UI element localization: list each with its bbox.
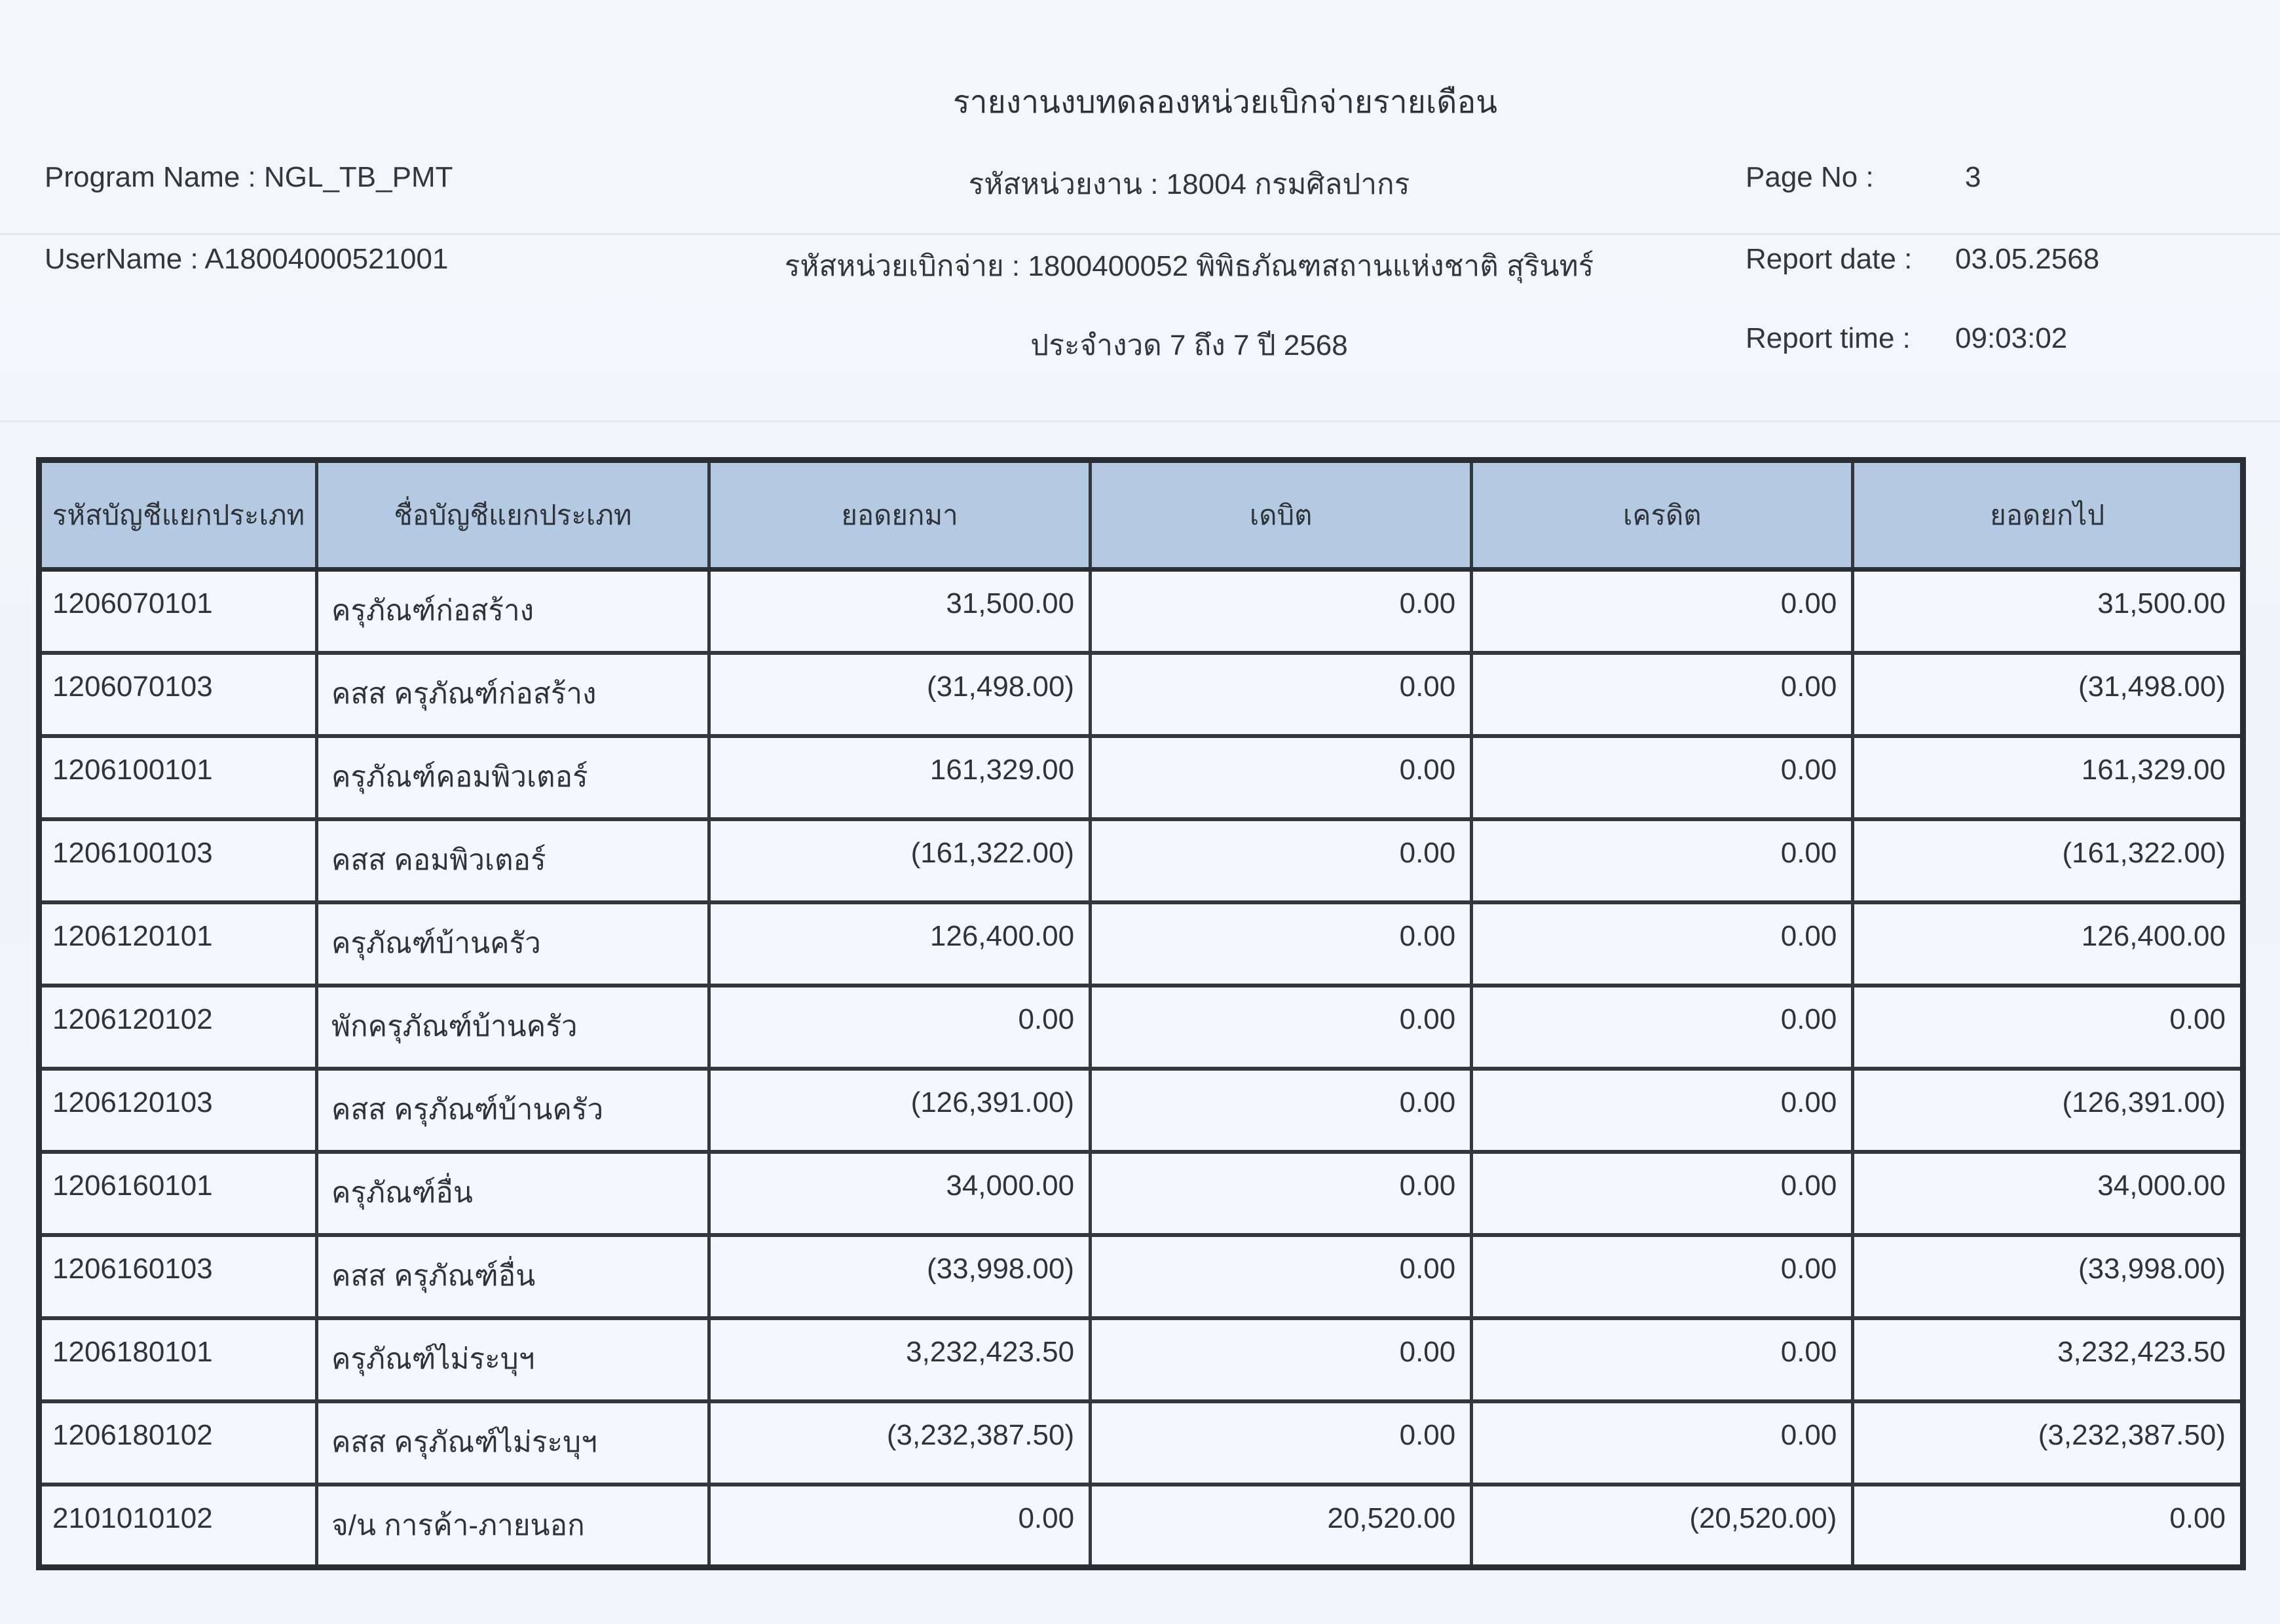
table-row xyxy=(39,902,2243,986)
table-row xyxy=(39,1152,2243,1235)
cell-carry-forward: 161,329.00 xyxy=(1853,736,2243,819)
cell-account-name: จ/น การค้า-ภายนอก xyxy=(316,1485,709,1568)
cell-carry-forward: (3,232,387.50) xyxy=(1853,1401,2243,1485)
cell-account-name: คสส ครุภัณฑ์อื่น xyxy=(316,1235,709,1318)
cell-credit: 0.00 xyxy=(1472,1401,1853,1485)
cell-carry-forward: 31,500.00 xyxy=(1853,570,2243,653)
cell-brought-forward: (33,998.00) xyxy=(709,1235,1090,1318)
cell-brought-forward: (3,232,387.50) xyxy=(709,1401,1090,1485)
cell-carry-forward: 0.00 xyxy=(1853,1485,2243,1568)
cell-debit: 0.00 xyxy=(1091,1318,1472,1401)
cell-credit: 0.00 xyxy=(1472,1069,1853,1152)
page-no-value: 3 xyxy=(1965,161,1981,193)
cell-brought-forward: (161,322.00) xyxy=(709,819,1090,902)
cell-debit: 0.00 xyxy=(1091,1401,1472,1485)
col-header-carry-forward: ยอดยกไป xyxy=(1853,460,2243,570)
cell-credit: 0.00 xyxy=(1472,736,1853,819)
cell-debit: 0.00 xyxy=(1091,1069,1472,1152)
cell-brought-forward: (126,391.00) xyxy=(709,1069,1090,1152)
cell-debit: 0.00 xyxy=(1091,819,1472,902)
cell-account-name: ครุภัณฑ์อื่น xyxy=(316,1152,709,1235)
cell-carry-forward: 0.00 xyxy=(1853,986,2243,1069)
scan-artifact-line xyxy=(0,233,2280,235)
cell-account-code: 1206100101 xyxy=(39,736,317,819)
report-time-value: 09:03:02 xyxy=(1955,322,2068,354)
table-row xyxy=(39,986,2243,1069)
cell-credit: 0.00 xyxy=(1472,986,1853,1069)
cell-credit: 0.00 xyxy=(1472,1318,1853,1401)
table-header-row xyxy=(39,460,2243,570)
cell-brought-forward: 0.00 xyxy=(709,986,1090,1069)
cell-account-name: คสส ครุภัณฑ์บ้านครัว xyxy=(316,1069,709,1152)
report-date-label: Report date : xyxy=(1746,243,1913,275)
cell-account-name: คสส ครุภัณฑ์ไม่ระบุฯ xyxy=(316,1401,709,1485)
cell-credit: 0.00 xyxy=(1472,1235,1853,1318)
username-text: UserName : A18004000521001 xyxy=(45,243,449,275)
cell-carry-forward: (161,322.00) xyxy=(1853,819,2243,902)
cell-account-code: 1206120102 xyxy=(39,986,317,1069)
cell-brought-forward: 0.00 xyxy=(709,1485,1090,1568)
col-header-brought-forward: ยอดยกมา xyxy=(709,460,1090,570)
cell-brought-forward: 126,400.00 xyxy=(709,902,1090,986)
cell-debit: 0.00 xyxy=(1091,986,1472,1069)
report-title: รายงานงบทดลองหน่วยเบิกจ่ายรายเดือน xyxy=(952,85,1498,120)
page-no-label: Page No : xyxy=(1746,161,1874,193)
table-row xyxy=(39,1318,2243,1401)
trial-balance-table xyxy=(36,457,2246,1570)
cell-brought-forward: 31,500.00 xyxy=(709,570,1090,653)
table-row xyxy=(39,736,2243,819)
table-row xyxy=(39,1069,2243,1152)
cell-account-code: 2101010102 xyxy=(39,1485,317,1568)
cell-carry-forward: 126,400.00 xyxy=(1853,902,2243,986)
col-header-account-name: ชื่อบัญชีแยกประเภท xyxy=(316,460,709,570)
cell-account-name: ครุภัณฑ์ก่อสร้าง xyxy=(316,570,709,653)
cell-debit: 0.00 xyxy=(1091,653,1472,736)
cell-account-name: พักครุภัณฑ์บ้านครัว xyxy=(316,986,709,1069)
cell-credit: 0.00 xyxy=(1472,819,1853,902)
cell-account-name: ครุภัณฑ์คอมพิวเตอร์ xyxy=(316,736,709,819)
cell-credit: 0.00 xyxy=(1472,653,1853,736)
cell-account-code: 1206160101 xyxy=(39,1152,317,1235)
cell-account-code: 1206070103 xyxy=(39,653,317,736)
report-date-value: 03.05.2568 xyxy=(1955,243,2100,275)
scan-artifact-line xyxy=(0,420,2280,422)
cell-account-name: คสส ครุภัณฑ์ก่อสร้าง xyxy=(316,653,709,736)
table-row xyxy=(39,819,2243,902)
table-row xyxy=(39,1485,2243,1568)
cell-carry-forward: 3,232,423.50 xyxy=(1853,1318,2243,1401)
program-name-text: Program Name : NGL_TB_PMT xyxy=(45,161,453,193)
cell-brought-forward: 3,232,423.50 xyxy=(709,1318,1090,1401)
cell-account-code: 1206180101 xyxy=(39,1318,317,1401)
col-header-debit: เดบิต xyxy=(1091,460,1472,570)
cell-brought-forward: 161,329.00 xyxy=(709,736,1090,819)
col-header-credit: เครดิต xyxy=(1472,460,1853,570)
cell-credit: (20,520.00) xyxy=(1472,1485,1853,1568)
table-row xyxy=(39,1401,2243,1485)
cell-account-code: 1206160103 xyxy=(39,1235,317,1318)
cell-account-code: 1206070101 xyxy=(39,570,317,653)
col-header-account-code: รหัสบัญชีแยกประเภท xyxy=(39,460,317,570)
cell-debit: 0.00 xyxy=(1091,1152,1472,1235)
cell-account-name: ครุภัณฑ์ไม่ระบุฯ xyxy=(316,1318,709,1401)
cell-debit: 20,520.00 xyxy=(1091,1485,1472,1568)
cell-brought-forward: (31,498.00) xyxy=(709,653,1090,736)
cell-debit: 0.00 xyxy=(1091,736,1472,819)
cell-account-code: 1206120101 xyxy=(39,902,317,986)
cell-debit: 0.00 xyxy=(1091,1235,1472,1318)
cell-account-name: คสส คอมพิวเตอร์ xyxy=(316,819,709,902)
cell-credit: 0.00 xyxy=(1472,902,1853,986)
table-row xyxy=(39,570,2243,653)
cell-carry-forward: (126,391.00) xyxy=(1853,1069,2243,1152)
period-text: ประจำงวด 7 ถึง 7 ปี 2568 xyxy=(1030,329,1348,361)
agency-code-text: รหัสหน่วยงาน : 18004 กรมศิลปากร xyxy=(968,168,1410,200)
cell-brought-forward: 34,000.00 xyxy=(709,1152,1090,1235)
cell-debit: 0.00 xyxy=(1091,902,1472,986)
cell-account-name: ครุภัณฑ์บ้านครัว xyxy=(316,902,709,986)
cell-carry-forward: 34,000.00 xyxy=(1853,1152,2243,1235)
cell-debit: 0.00 xyxy=(1091,570,1472,653)
table-row xyxy=(39,1235,2243,1318)
cell-account-code: 1206100103 xyxy=(39,819,317,902)
disbursement-unit-text: รหัสหน่วยเบิกจ่าย : 1800400052 พิพิธภัณฑสถานแห่งชาติ สุรินทร์ xyxy=(784,250,1594,282)
table-row xyxy=(39,653,2243,736)
cell-credit: 0.00 xyxy=(1472,1152,1853,1235)
cell-account-code: 1206180102 xyxy=(39,1401,317,1485)
cell-credit: 0.00 xyxy=(1472,570,1853,653)
report-time-label: Report time : xyxy=(1746,322,1911,354)
cell-carry-forward: (33,998.00) xyxy=(1853,1235,2243,1318)
cell-carry-forward: (31,498.00) xyxy=(1853,653,2243,736)
cell-account-code: 1206120103 xyxy=(39,1069,317,1152)
